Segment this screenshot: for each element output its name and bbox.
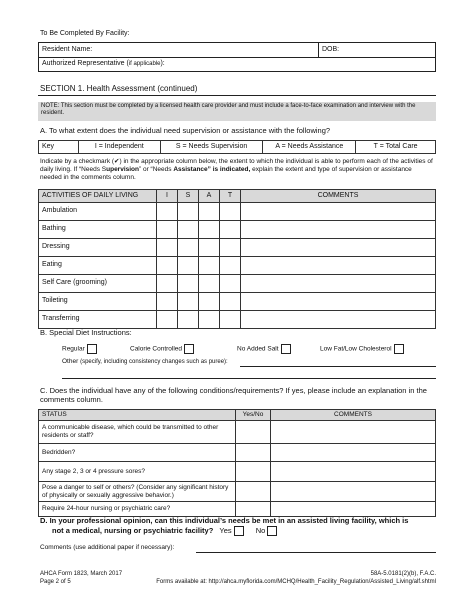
adl-check-t[interactable]	[220, 257, 241, 275]
table-row	[39, 275, 436, 293]
diet-other-field[interactable]	[240, 366, 436, 367]
adl-header-comments: COMMENTS	[241, 190, 436, 203]
table-row	[39, 293, 436, 311]
part-b-question: B. Special Diet Instructions:	[40, 328, 132, 337]
adl-header-i: I	[157, 190, 178, 203]
adl-check-a[interactable]	[199, 257, 220, 275]
adl-activity: Ambulation	[39, 203, 157, 221]
adl-check-s[interactable]	[178, 257, 199, 275]
answer-no: No	[256, 526, 278, 535]
adl-check-a[interactable]	[199, 203, 220, 221]
table-row	[39, 462, 436, 482]
resident-box	[38, 42, 436, 72]
adl-comment[interactable]	[241, 275, 436, 293]
table-row	[39, 257, 436, 275]
adl-activity: Transferring	[39, 311, 157, 329]
section-title: SECTION 1. Health Assessment (continued)	[40, 84, 198, 93]
status-comment[interactable]	[271, 502, 436, 517]
status-item: Bedridden?	[39, 444, 236, 462]
diet-other-field-line2[interactable]	[62, 378, 436, 379]
status-comment[interactable]	[271, 444, 436, 462]
adl-check-t[interactable]	[220, 239, 241, 257]
key-total-care: T = Total Care	[356, 141, 436, 154]
key-assistance: A = Needs Assistance	[263, 141, 356, 154]
table-row	[39, 203, 436, 221]
adl-check-i[interactable]	[157, 239, 178, 257]
part-c-question: C. Does the individual have any of the following conditions/requirements? If yes, please include an explanation in the comments column.	[40, 386, 427, 404]
status-comment[interactable]	[271, 482, 436, 502]
yes-no-field[interactable]	[236, 421, 271, 444]
adl-check-s[interactable]	[178, 221, 199, 239]
adl-check-s[interactable]	[178, 239, 199, 257]
diet-salt-checkbox[interactable]	[281, 344, 291, 354]
adl-activity: Eating	[39, 257, 157, 275]
part-d-question: D. In your professional opinion, can this individual’s needs be met in an assisted living facility, which is not a medical, nursing or psychiatric facility? Yes No	[40, 516, 409, 535]
key-supervision: S = Needs Supervision	[160, 141, 263, 154]
yes-no-field[interactable]	[236, 444, 271, 462]
adl-instructions: Indicate by a checkmark (✔) in the appropriate column below, the extent to which the individual is able to perform each of the activities of daily living. If “Needs Supervision” or “Needs Assistance” is indicated, explain the extent and type of supervision or assistance needed in the comments column.	[40, 158, 433, 181]
page-number: Page 2 of 5	[40, 579, 71, 585]
adl-check-t[interactable]	[220, 221, 241, 239]
comments-field[interactable]	[196, 552, 436, 553]
adl-check-s[interactable]	[178, 293, 199, 311]
yes-no-header: Yes/No	[236, 410, 271, 421]
adl-check-t[interactable]	[220, 275, 241, 293]
diet-calorie-checkbox[interactable]	[184, 344, 194, 354]
adl-table	[38, 189, 436, 329]
adl-activity: Bathing	[39, 221, 157, 239]
yes-no-field[interactable]	[236, 482, 271, 502]
diet-regular: Regular	[62, 344, 97, 354]
adl-comment[interactable]	[241, 311, 436, 329]
adl-check-a[interactable]	[199, 293, 220, 311]
adl-check-t[interactable]	[220, 311, 241, 329]
adl-check-s[interactable]	[178, 275, 199, 293]
adl-check-i[interactable]	[157, 221, 178, 239]
adl-activity: Toileting	[39, 293, 157, 311]
yes-no-field[interactable]	[236, 502, 271, 517]
adl-header-t: T	[220, 190, 241, 203]
status-comments-header: COMMENTS	[271, 410, 436, 421]
section-note: NOTE: This section must be completed by a licensed health care provider and must include a face-to-face examination and interview with the resident.	[38, 102, 436, 121]
table-row	[39, 221, 436, 239]
diet-lowfat-checkbox[interactable]	[394, 344, 404, 354]
status-item: Any stage 2, 3 or 4 pressure sores?	[39, 462, 236, 482]
table-row	[39, 239, 436, 257]
adl-header-s: S	[178, 190, 199, 203]
adl-check-i[interactable]	[157, 293, 178, 311]
status-table	[38, 409, 436, 517]
adl-check-s[interactable]	[178, 203, 199, 221]
adl-comment[interactable]	[241, 203, 436, 221]
key-label: Key	[39, 141, 79, 154]
adl-activity: Self Care (grooming)	[39, 275, 157, 293]
dob-label: DOB:	[322, 46, 340, 53]
comments-label: Comments (use additional paper if necessary):	[40, 544, 175, 551]
adl-check-s[interactable]	[178, 311, 199, 329]
adl-comment[interactable]	[241, 293, 436, 311]
status-comment[interactable]	[271, 462, 436, 482]
status-item: Require 24-hour nursing or psychiatric care?	[39, 502, 236, 517]
dob-field[interactable]	[344, 45, 432, 56]
diet-other-label: Other (specify, including consistency changes such as puree):	[62, 358, 228, 365]
resident-name-label: Resident Name:	[42, 46, 93, 53]
adl-check-a[interactable]	[199, 275, 220, 293]
authorized-rep-label: Authorized Representative (if applicable):	[42, 60, 165, 67]
adl-check-t[interactable]	[220, 203, 241, 221]
adl-check-a[interactable]	[199, 311, 220, 329]
status-comment[interactable]	[271, 421, 436, 444]
adl-activity: Dressing	[39, 239, 157, 257]
key-independent: I = Independent	[78, 141, 160, 154]
adl-check-a[interactable]	[199, 239, 220, 257]
diet-no-added-salt: No Added Salt	[237, 344, 291, 354]
diet-calorie-controlled: Calorie Controlled	[130, 344, 194, 354]
table-row	[39, 311, 436, 329]
adl-check-i[interactable]	[157, 257, 178, 275]
no-checkbox[interactable]	[267, 526, 277, 536]
status-item: A communicable disease, which could be transmitted to other residents or staff?	[39, 421, 236, 444]
table-row	[39, 502, 436, 517]
diet-low-fat: Low Fat/Low Cholesterol	[320, 344, 404, 354]
adl-check-a[interactable]	[199, 221, 220, 239]
answer-yes: Yes	[219, 526, 243, 535]
adl-check-i[interactable]	[157, 311, 178, 329]
table-row	[39, 444, 436, 462]
diet-regular-checkbox[interactable]	[87, 344, 97, 354]
status-item: Pose a danger to self or others? (Consider any significant history of physically or sexually aggressive behavior.)	[39, 482, 236, 502]
table-row	[39, 421, 436, 444]
table-row	[39, 482, 436, 502]
status-header: STATUS	[39, 410, 236, 421]
authorized-rep-field[interactable]	[179, 59, 429, 70]
yes-checkbox[interactable]	[234, 526, 244, 536]
adl-comment[interactable]	[241, 257, 436, 275]
adl-check-i[interactable]	[157, 275, 178, 293]
part-a-question: A. To what extent does the individual need supervision or assistance with the following?	[40, 126, 331, 135]
adl-check-i[interactable]	[157, 203, 178, 221]
adl-comment[interactable]	[241, 239, 436, 257]
facility-label: To Be Completed By Facility:	[40, 30, 130, 37]
yes-no-field[interactable]	[236, 462, 271, 482]
form-number: AHCA Form 1823, March 2017	[40, 571, 123, 577]
adl-header-activity: ACTIVITIES OF DAILY LIVING	[39, 190, 157, 203]
key-table	[38, 140, 436, 154]
rule-citation: 58A-5.0181(2)(b), F.A.C.	[370, 571, 436, 577]
resident-name-field[interactable]	[109, 45, 314, 56]
forms-url: Forms available at: http://ahca.myflorida.com/MCHQ/Health_Facility_Regulation/Assisted_Living/alf.shtml	[156, 579, 436, 585]
adl-header-a: A	[199, 190, 220, 203]
adl-check-t[interactable]	[220, 293, 241, 311]
adl-comment[interactable]	[241, 221, 436, 239]
